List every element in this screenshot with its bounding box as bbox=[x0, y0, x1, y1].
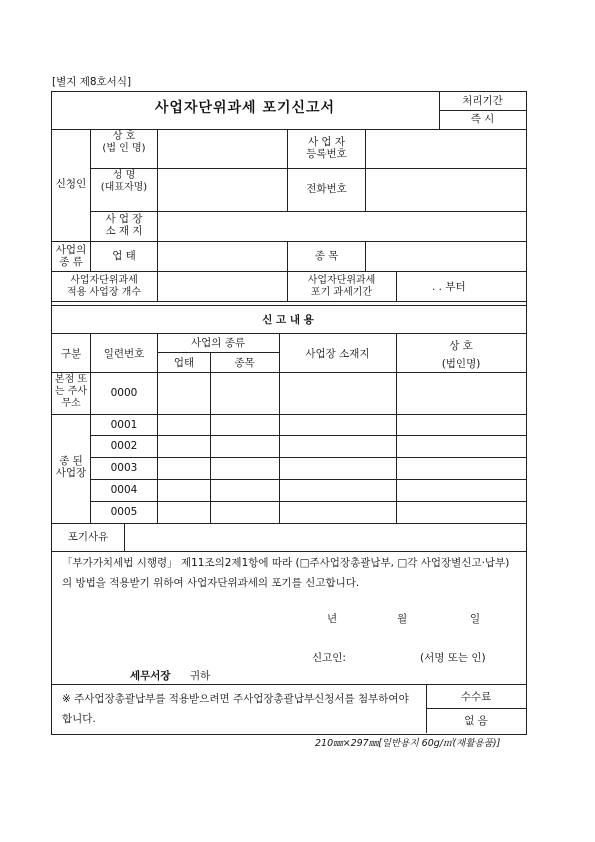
applicant-label: 신청인 bbox=[55, 178, 87, 190]
industry-label: 업 태 bbox=[112, 250, 136, 262]
item-field[interactable] bbox=[366, 242, 524, 270]
business-address-field[interactable] bbox=[158, 212, 524, 240]
trade-name-label: 상 호 (법 인 명) bbox=[102, 131, 146, 154]
col-trade-name: 상 호 (법인명) bbox=[441, 340, 481, 370]
col-location: 사업장 소재지 bbox=[305, 348, 370, 360]
serial-0001: 0001 bbox=[110, 419, 138, 431]
abandon-reason-label: 포기사유 bbox=[67, 531, 109, 543]
date-year: 년 bbox=[327, 613, 338, 625]
business-address-label: 사 업 장 소 재 지 bbox=[105, 213, 143, 237]
processing-period-label: 처리기간 bbox=[462, 95, 503, 107]
head-office-label: 본점 또 는 주사 무소 bbox=[54, 374, 88, 409]
declaration-text: 「부가가치세법 시행령」 제11조의2제1항에 따라 (□주사업장총괄납부, □각 사업장별신고·납부)의 방법을 적용받기 위하여 사업자단위과세의 포기를 신고합니다. bbox=[62, 557, 510, 589]
unit-tax-period-label: 사업자단위과세 포기 과세기간 bbox=[307, 275, 376, 298]
business-reg-no-field[interactable] bbox=[366, 130, 524, 167]
report-section-title: 신 고 내 용 bbox=[262, 314, 314, 326]
unit-tax-count-field[interactable] bbox=[158, 272, 286, 300]
serial-0003: 0003 bbox=[110, 462, 138, 474]
serial-0004: 0004 bbox=[110, 484, 138, 496]
representative-name-field[interactable] bbox=[158, 169, 286, 210]
unit-tax-count-label: 사업자단위과세 적용 사업장 개수 bbox=[67, 275, 141, 298]
form-title: 사업자단위과세 포기신고서 bbox=[154, 100, 336, 116]
business-reg-no-label: 사 업 자 등록번호 bbox=[306, 136, 347, 160]
tax-office-label: 세무서장 bbox=[130, 670, 171, 682]
industry-field[interactable] bbox=[158, 242, 286, 270]
phone-label: 전화번호 bbox=[306, 183, 347, 195]
signature-field[interactable]: (서명 또는 인) bbox=[420, 652, 486, 664]
item-label: 종 목 bbox=[314, 250, 339, 262]
fee-label: 수수료 bbox=[460, 691, 492, 703]
representative-name-label: 성 명 (대표자명) bbox=[100, 170, 148, 193]
col-business-type: 사업의 종류 bbox=[190, 337, 246, 349]
footnote-text: ※ 주사업장총괄납부를 적용받으려면 주사업장총괄납부신청서를 첨부하여야 합니다. bbox=[62, 693, 409, 725]
trade-name-field[interactable] bbox=[158, 130, 286, 167]
table-row[interactable] bbox=[158, 373, 524, 413]
serial-0005: 0005 bbox=[110, 506, 138, 518]
date-day: 일 bbox=[470, 613, 481, 625]
signer-label: 신고인: bbox=[312, 652, 346, 664]
business-type-label: 사업의 종 류 bbox=[55, 244, 87, 268]
col-industry: 업태 bbox=[173, 357, 195, 369]
serial-0002: 0002 bbox=[110, 440, 138, 452]
form-number-label: [별지 제8호서식] bbox=[52, 76, 132, 88]
processing-period-value: 즉 시 bbox=[470, 113, 495, 125]
col-item: 종목 bbox=[234, 357, 255, 369]
date-month: 월 bbox=[397, 613, 408, 625]
col-serial: 일련번호 bbox=[103, 348, 145, 360]
branch-label: 종 된 사업장 bbox=[55, 455, 87, 479]
col-category: 구분 bbox=[60, 348, 82, 360]
paper-spec: 210㎜×297㎜[일반용지 60g/㎡(재활용품)] bbox=[315, 738, 501, 749]
phone-field[interactable] bbox=[366, 169, 524, 210]
unit-tax-period-value[interactable]: . . 부터 bbox=[432, 281, 466, 293]
abandon-reason-field[interactable] bbox=[125, 524, 524, 550]
serial-0000: 0000 bbox=[110, 387, 138, 399]
honorific-label: 귀하 bbox=[190, 670, 211, 682]
fee-value: 없 음 bbox=[464, 715, 488, 727]
